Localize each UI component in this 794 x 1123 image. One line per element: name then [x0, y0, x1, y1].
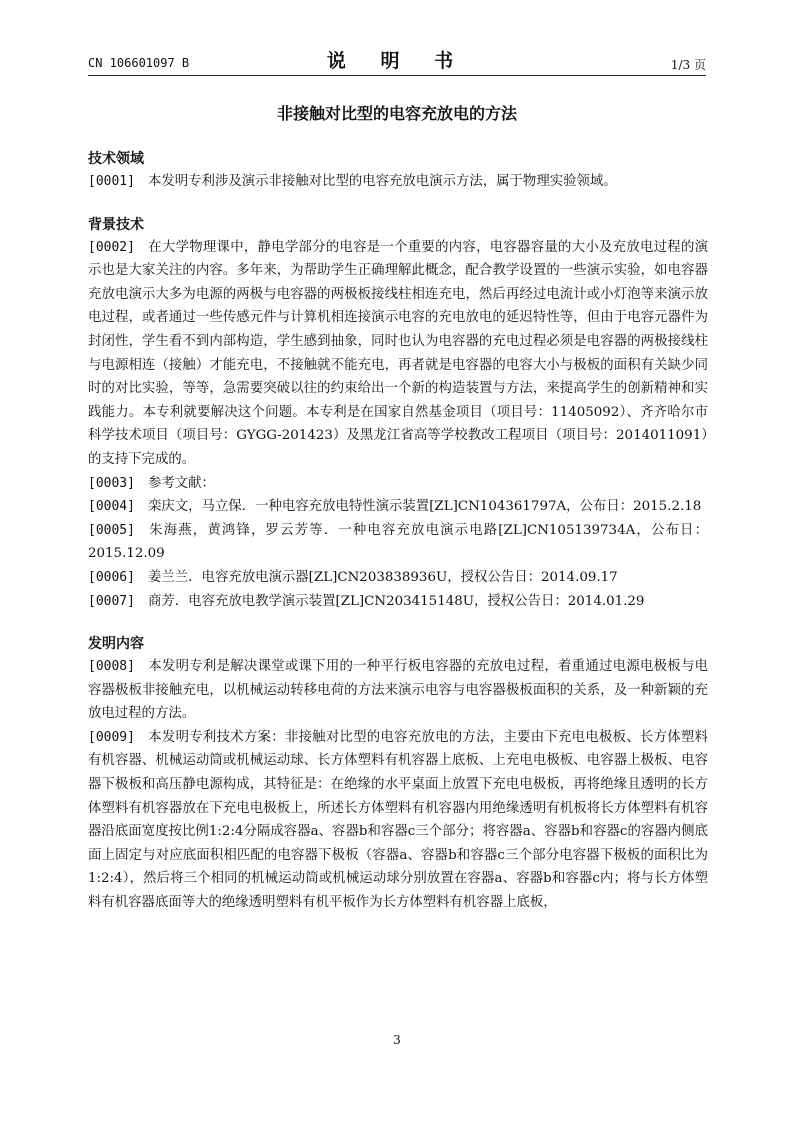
paragraph-text: 在大学物理课中，静电学部分的电容是一个重要的内容，电容器容量的大小及充放电过程的演示也是大家关注的内容。多年来，为帮助学生正确理解此概念，配合教学设置的一些演示实验，如电容器充放电演示大多为电源的两极与电容器的两极板接线柱相连充电，然后再经过电流计或小灯泡等来演示放电过程，或者通过一些传感元件与计算机相连接演示电容的充电放电的延迟特性等，但由于电容元器件为封闭性，学生看不到内部构造，学生感到抽象，同时也认为电容器的充电过程必须是电容器的两极接线柱与电源相连（接触）才能充电，不接触就不能充电，再者就是电容器的电容大小与极板的面积有关缺少同时的对比实验，等等，急需要突破以往的约束给出一个新的构造装置与方法，来提高学生的创新精神和实践能力。本专利就要解决这个问题。本专利是在国家自然基金项目（项目号：11405092）、齐齐哈尔市科学技术项目（项目号：GYGG-201423）及黑龙江省高等学校教改工程项目（项目号：2014011091）的支持下完成的。 — [88, 239, 708, 467]
paragraph-text: 参考文献： — [148, 475, 215, 491]
heading-tech-field: 技术领域 — [88, 151, 144, 167]
paragraph-0003 — [88, 472, 708, 496]
paragraph-tag: [0008] — [88, 659, 135, 675]
paragraph-text: 商芳．电容充放电教学演示装置[ZL]CN203415148U，授权公告日：2014.01.29 — [148, 593, 645, 609]
page-header — [88, 46, 706, 76]
page-count: 1/3 页 — [670, 58, 706, 72]
paragraph-0002 — [88, 236, 708, 472]
document-body — [88, 148, 708, 915]
paragraph-tag: [0003] — [88, 475, 135, 491]
patent-number: CN 106601097 B — [88, 56, 190, 70]
heading-background: 背景技术 — [88, 216, 144, 233]
paragraph-text: 栾庆文，马立保．一种电容充放电特性演示装置[ZL]CN104361797A，公布日：2015.2.18 — [148, 499, 702, 515]
document-title: 非接触对比型的电容充放电的方法 — [276, 104, 517, 123]
paragraph-text: 本发明专利涉及演示非接触对比型的电容充放电演示方法，属于物理实验领域。 — [148, 174, 617, 189]
paragraph-0008 — [88, 655, 708, 726]
paragraph-tag: [0005] — [88, 522, 135, 538]
paragraph-0001 — [88, 170, 708, 194]
paragraph-0006 — [88, 566, 708, 590]
paragraph-0007 — [88, 590, 708, 614]
paragraph-tag: [0009] — [88, 729, 135, 745]
paragraph-tag: [0006] — [88, 569, 135, 585]
paragraph-0005 — [88, 519, 708, 566]
paragraph-tag: [0007] — [88, 593, 135, 609]
paragraph-text: 姜兰兰．电容充放电演示器[ZL]CN203838936U，授权公告日：2014.09.17 — [148, 569, 618, 585]
paragraph-text: 朱海燕，黄鸿锋，罗云芳等．一种电容充放电演示电路[ZL]CN105139734A，公布日：2015.12.09 — [88, 522, 708, 562]
paragraph-text: 本发明专利是解决课堂或课下用的一种平行板电容器的充放电过程，着重通过电源电极板与电容器极板非接触充电，以机械运动转移电荷的方法来演示电容与电容器极板面积的关系，及一种新颖的充放电过程的方法。 — [88, 659, 708, 722]
paragraph-tag: [0002] — [88, 239, 135, 255]
paragraph-tag: [0004] — [88, 499, 135, 515]
section-title: 说 明 书 — [326, 50, 468, 72]
paragraph-tag: [0001] — [88, 174, 135, 189]
page-number: 3 — [393, 1033, 401, 1047]
heading-invention: 发明内容 — [88, 636, 144, 653]
paragraph-0004 — [88, 495, 708, 519]
paragraph-text: 本发明专利技术方案：非接触对比型的电容充放电的方法，主要由下充电电极板、长方体塑料有机容器、机械运动筒或机械运动球、长方体塑料有机容器上底板、上充电电极板、电容器上极板、电容器下极板和高压静电源构成，其特征是：在绝缘的水平桌面上放置下充电电极板，再将绝缘且透明的长方体塑料有机容器放在下充电电极板上，所述长方体塑料有机容器内用绝缘透明有机板将长方体塑料有机容器沿底面宽度按比例1:2:4分隔成容器a、容器b和容器c三个部分；将容器a、容器b和容器c的容器内侧底面上固定与对应底面积相匹配的电容器下极板（容器a、容器b和容器c三个部分电容器下极板的面积比为1:2:4），然后将三个相同的机械运动筒或机械运动球分别放置在容器a、容器b和容器c内；将与长方体塑料有机容器底面等大的绝缘透明塑料有机平板作为长方体塑料有机容器上底板， — [88, 729, 708, 911]
paragraph-0009 — [88, 726, 708, 915]
header-rule — [88, 75, 706, 76]
